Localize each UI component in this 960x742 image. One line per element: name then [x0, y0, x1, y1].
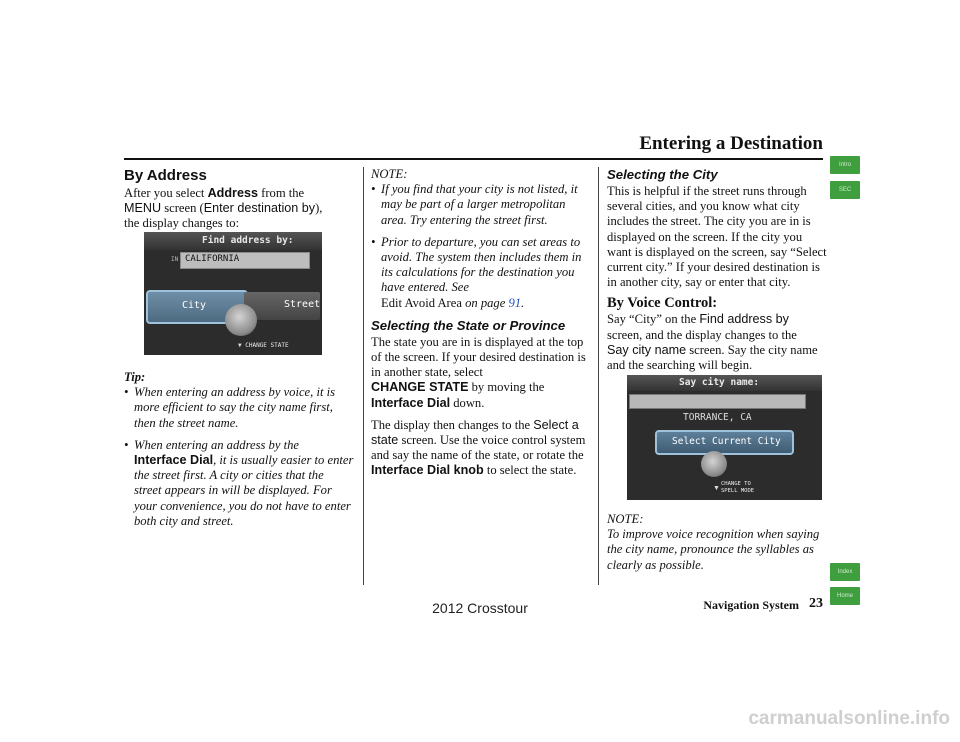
note-text: If you find that your city is not listed, it may be part of a larger metropolitan area. Try entering the street first.: [381, 182, 578, 227]
column-2: [371, 167, 593, 479]
text-run: by moving the: [468, 380, 545, 395]
text-run: After you select: [124, 186, 208, 200]
text-run: down.: [450, 395, 485, 410]
tip-text: , it is usually easier to enter the street first. A city or cities that the street appears in will be displayed. For your convenience, you do not have to enter both city and street.: [134, 453, 354, 528]
note-block: [371, 167, 593, 311]
manual-title: 2012 Crosstour: [432, 600, 528, 616]
interface-dial-knob: [701, 451, 727, 477]
select-current-city-label: Select Current City: [672, 436, 781, 447]
text-run: Say “City” on the: [607, 312, 700, 327]
change-to-text: CHANGE TO: [721, 481, 751, 487]
current-city: TORRANCE, CA: [683, 412, 752, 423]
section-heading-state: Selecting the State or Province: [371, 317, 566, 333]
find-address-screen: [144, 232, 322, 355]
intro-paragraph: [124, 186, 354, 232]
page-title: Entering a Destination: [639, 133, 823, 154]
text-run: screen (: [161, 201, 204, 216]
state-field[interactable]: [180, 252, 310, 269]
column-divider: [598, 167, 599, 585]
interface-dial-term: Interface Dial: [371, 395, 451, 410]
text-run: The display then changes to the: [371, 417, 534, 432]
city-note-block: [607, 512, 827, 573]
interface-dial-knob: [225, 304, 257, 336]
city-label: City: [182, 300, 207, 311]
tip-item: • When entering an address by voice, it is more efficient to say the city name first, then the street name.: [124, 385, 335, 430]
note-text: .: [521, 295, 525, 310]
text-run: from the: [257, 186, 305, 200]
spell-mode-text: SPELL MODE: [721, 487, 755, 494]
screen-title: Find address by:: [202, 235, 294, 246]
select-current-city-button[interactable]: [655, 430, 794, 455]
enter-destination-term: Enter destination by: [203, 201, 316, 216]
tip-text: When entering an address by voice, it is more efficient to say the city name first, then the street name.: [134, 385, 335, 430]
note-text: Prior to departure, you can set areas to avoid. The system then includes them in its calculations for the destination you have entered. See: [381, 234, 582, 295]
interface-dial-term: Interface Dial: [134, 453, 214, 468]
note-label: NOTE:: [607, 512, 644, 526]
sec-tab[interactable]: SEC: [830, 181, 860, 199]
tips-block: [124, 370, 354, 529]
change-state-term: CHANGE STATE: [371, 380, 469, 395]
city-paragraph: This is helpful if the street runs through several cities, and you know what city includes the street. The city you are in is displayed on the screen. If the city you want is displayed on the screen, say “Select current city.” If your desired destination is in another city, say or enter that city.: [607, 184, 827, 290]
section-heading-by-address: By Address: [124, 167, 207, 184]
find-address-by-term: Find address by: [699, 312, 789, 327]
change-state-text: CHANGE STATE: [245, 342, 289, 349]
note-item: • If you find that your city is not listed, it may be part of a larger metropolitan area. Try entering the street first.: [371, 182, 578, 227]
column-divider: [363, 167, 364, 585]
title-rule: [124, 158, 823, 160]
text-run: screen. Say the city name and the searching will begin.: [607, 342, 818, 373]
page-number: 23: [809, 596, 823, 611]
in-label: IN: [171, 256, 179, 263]
tip-text: When entering an address by the: [134, 437, 299, 452]
note-label: NOTE:: [371, 167, 408, 181]
column-1: [124, 167, 354, 232]
state-value: CALIFORNIA: [185, 254, 240, 264]
text-run: ),: [315, 201, 323, 216]
tip-label: Tip:: [124, 370, 146, 384]
city-entry-field[interactable]: [629, 394, 806, 409]
text-run: screen, and the display changes to the: [607, 327, 797, 342]
intro-tab[interactable]: Intro: [830, 156, 860, 174]
street-label: Street: [284, 299, 321, 310]
say-city-name-term: Say city name: [607, 342, 687, 357]
down-arrow-icon: ▼: [713, 484, 720, 492]
tip-item: • When entering an address by the Interface Dial, it is usually easier to enter the street first. A city or cities that the street appears in will be displayed. For your convenience, you do not have to enter both city and street.: [124, 437, 354, 528]
change-to-spell-mode: [721, 481, 754, 494]
screen-title: Say city name:: [679, 377, 760, 388]
voice-control-heading: By Voice Control:: [607, 295, 718, 312]
voice-paragraph: [607, 312, 827, 373]
text-run: to select the state.: [483, 463, 577, 478]
state-paragraph-2: [371, 418, 593, 479]
page-link[interactable]: 91: [508, 295, 522, 310]
menu-term: MENU: [124, 201, 162, 216]
say-city-name-screen: [627, 375, 822, 500]
edit-avoid-area-term: Edit Avoid Area: [381, 295, 462, 310]
interface-dial-knob-term: Interface Dial knob: [371, 463, 484, 478]
address-term: Address: [207, 186, 258, 200]
select-a-state-term: Select a state: [371, 417, 579, 448]
section-heading-city: Selecting the City: [607, 167, 718, 182]
index-tab[interactable]: Index: [830, 563, 860, 581]
change-state-label: ▼ CHANGE STATE: [238, 342, 289, 349]
text-run: screen. Use the voice control system and say the name of the state, or rotate the: [371, 433, 586, 463]
footer-system-name: Navigation System: [703, 598, 799, 612]
note-text: To improve voice recognition when saying the city name, pronounce the syllables as clearly as possible.: [607, 527, 820, 572]
watermark: carmanualsonline.info: [748, 708, 950, 729]
note-item: • Prior to departure, you can set areas to avoid. The system then includes them in its calculations for the destination you have entered. See Edit Avoid Area on page 91.: [371, 234, 582, 310]
text-run: the display changes to:: [124, 216, 240, 231]
text-run: The state you are in is displayed at the top of the screen. If your desired destination is in another state, select: [371, 334, 586, 380]
column-3: [607, 167, 827, 373]
state-paragraph-1: [371, 335, 593, 411]
home-tab[interactable]: Home: [830, 587, 860, 605]
note-text: on page: [461, 295, 509, 310]
